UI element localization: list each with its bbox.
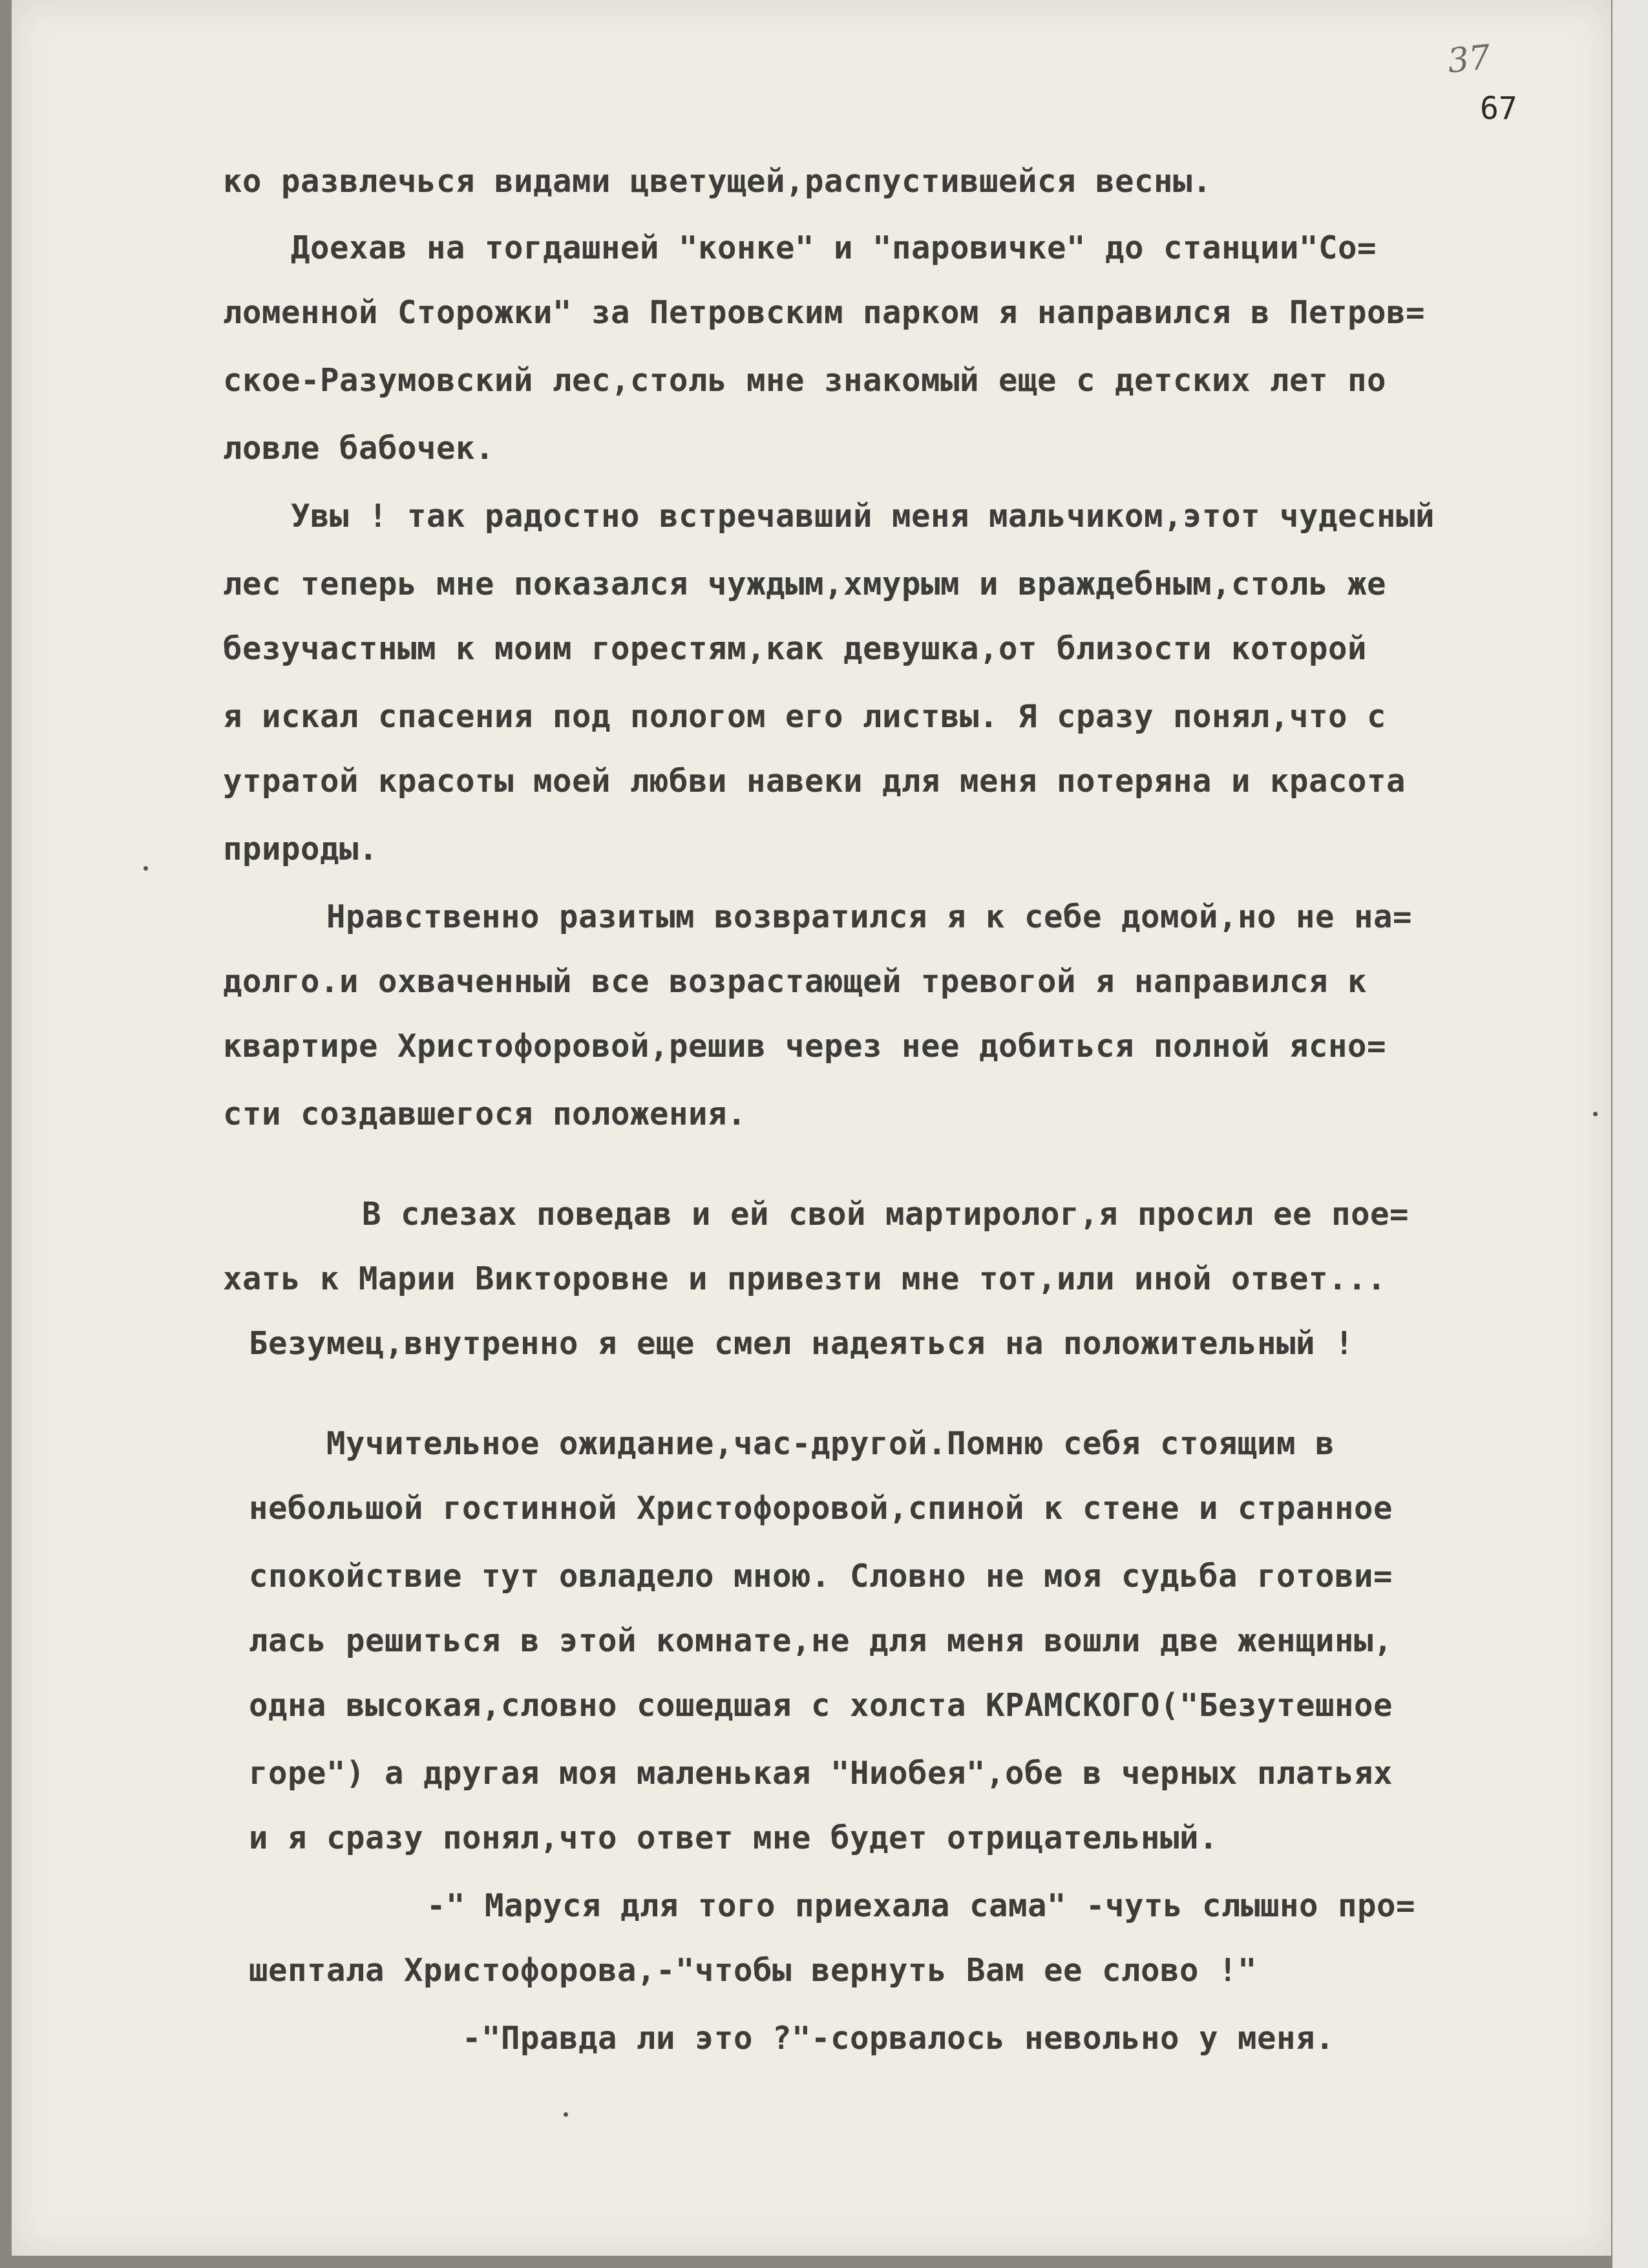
text-line: сти создавшегося положения. bbox=[223, 1096, 747, 1132]
text-line: ское-Разумовский лес,столь мне знакомый еще с детских лет по bbox=[223, 362, 1387, 399]
handwritten-folio-number: 37 bbox=[1446, 37, 1493, 81]
page-number: 67 bbox=[1480, 90, 1517, 127]
text-line: горе") а другая моя маленькая "Ниобея",обе в черных платьях bbox=[249, 1755, 1393, 1792]
text-line: я искал спасения под пологом его листвы. Я сразу понял,что с bbox=[223, 698, 1387, 735]
paper-speck bbox=[564, 2112, 568, 2117]
text-line: безучастным к моим горестям,как девушка,от близости которой bbox=[223, 630, 1368, 667]
text-line: Нравственно разитым возвратился я к себе домой,но не на= bbox=[326, 898, 1413, 935]
text-line: утратой красоты моей любви навеки для меня потеряна и красота bbox=[223, 763, 1406, 800]
text-line: Безумец,внутренно я еще смел надеяться на положительный ! bbox=[249, 1325, 1355, 1362]
paper-edge bbox=[1612, 0, 1648, 2268]
text-line: шептала Христофорова,-"чтобы вернуть Вам ее слово !" bbox=[249, 1952, 1258, 1989]
text-line: небольшой гостинной Христофоровой,спиной к стене и странное bbox=[249, 1490, 1393, 1527]
text-line: квартире Христофоровой,решив через нее добиться полной ясно= bbox=[223, 1028, 1387, 1065]
text-line: -" Маруся для того приехала сама" -чуть слышно про= bbox=[427, 1887, 1416, 1924]
text-line: природы. bbox=[223, 831, 379, 867]
text-line: Доехав на тогдашней "конке" и "паровичке" до станции"Со= bbox=[291, 229, 1377, 266]
text-line: -"Правда ли это ?"-сорвалось невольно у меня. bbox=[462, 2020, 1335, 2057]
text-line: и я сразу понял,что ответ мне будет отрицательный. bbox=[249, 1819, 1219, 1856]
text-line: В слезах поведав и ей свой мартиролог,я просил ее пое= bbox=[362, 1196, 1410, 1233]
text-line: хать к Марии Викторовне и привезти мне тот,или иной ответ... bbox=[223, 1260, 1387, 1297]
text-line: лась решиться в этой комнате,не для меня вошли две женщины, bbox=[249, 1622, 1393, 1659]
text-line: спокойствие тут овладело мною. Словно не моя судьба готови= bbox=[249, 1558, 1393, 1595]
text-line: ловле бабочек. bbox=[223, 430, 495, 467]
paper-speck bbox=[143, 866, 148, 871]
text-line: лес теперь мне показался чуждым,хмурым и враждебным,столь же bbox=[223, 566, 1387, 602]
text-line: Мучительное ожидание,час-другой.Помню себя стоящим в bbox=[326, 1425, 1335, 1462]
paper-speck bbox=[1593, 1112, 1598, 1116]
text-line: долго.и охваченный все возрастающей тревогой я направился к bbox=[223, 963, 1368, 1000]
text-line: одна высокая,словно сошедшая с холста КРАМСКОГО("Безутешное bbox=[249, 1687, 1393, 1724]
text-line: ко развлечься видами цветущей,распустившейся весны. bbox=[223, 163, 1212, 200]
text-line: ломенной Сторожки" за Петровским парком я направился в Петров= bbox=[223, 294, 1426, 331]
text-line: Увы ! так радостно встречавший меня мальчиком,этот чудесный bbox=[291, 498, 1435, 535]
